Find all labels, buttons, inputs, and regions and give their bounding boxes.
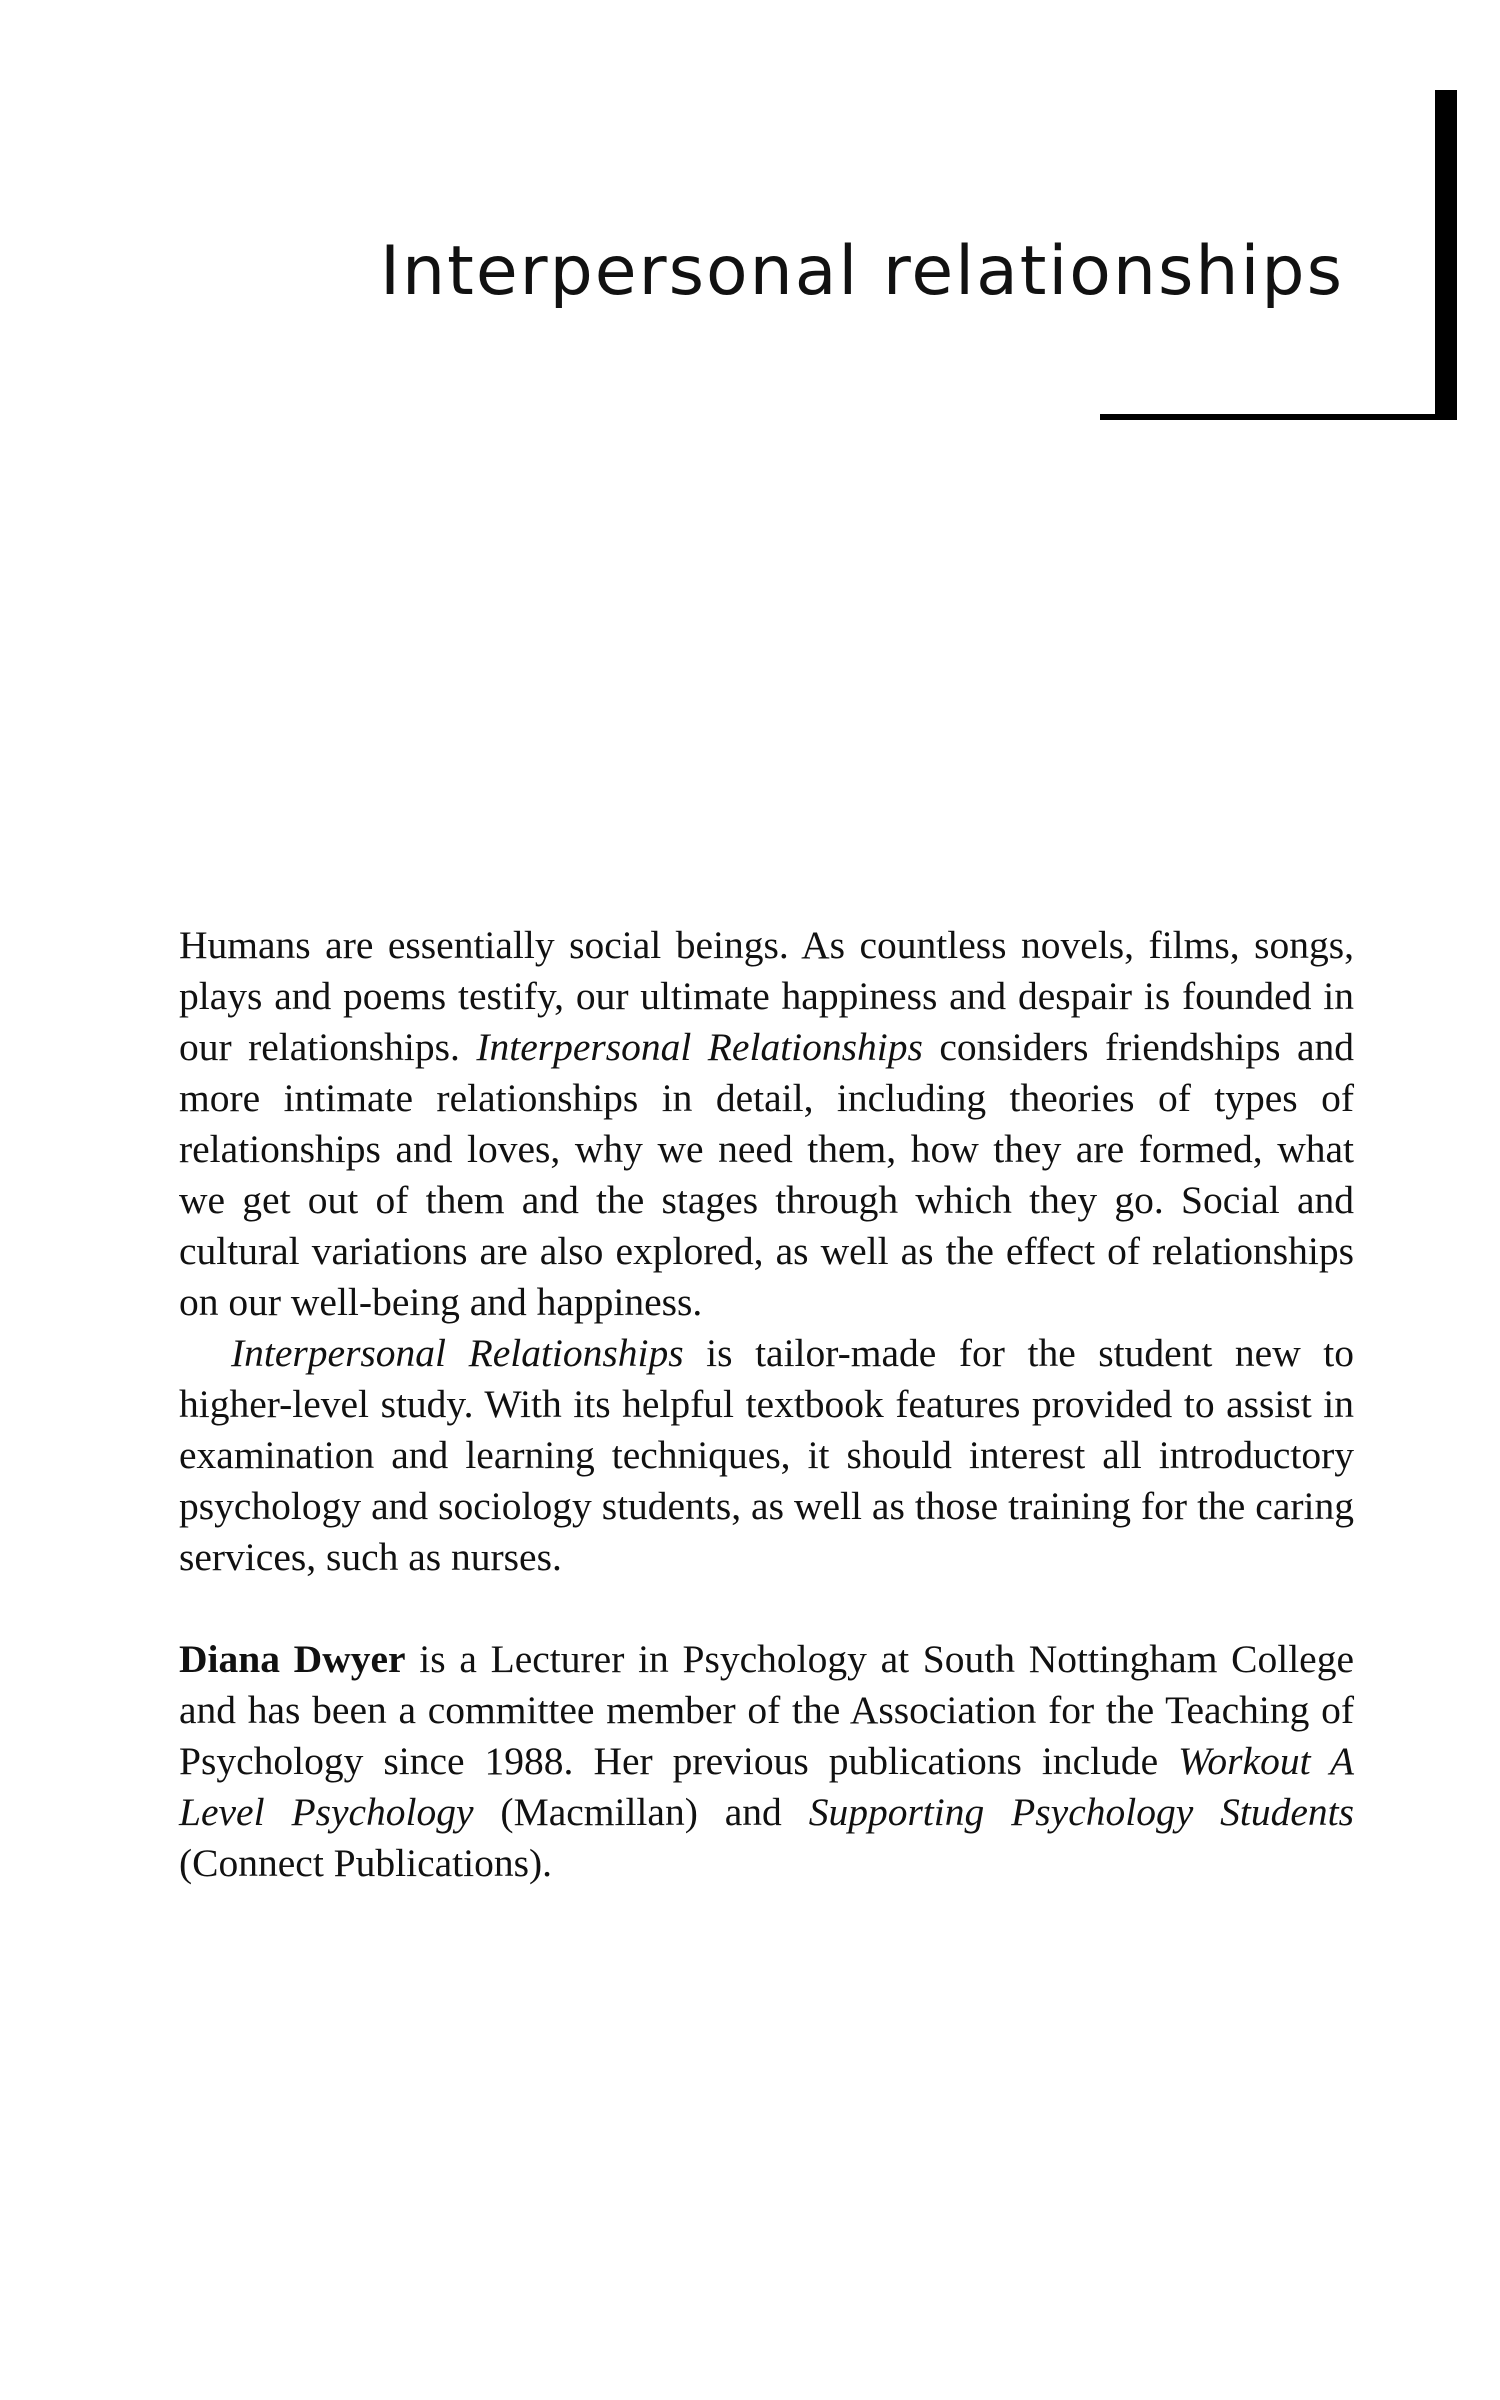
author-bio [179,1634,1354,1889]
p2-book-title: Interpersonal Relationships [231,1331,684,1375]
book-description [179,920,1354,1889]
title-rule [1100,414,1457,420]
bio-book-2: Supporting Psychology Students [808,1790,1354,1834]
p2-text-b: is tailor-made for the student new to higher-level study. With its helpful textbook features provided to assist in examination and learning techniques, it should interest all introductory psychology and sociology students, as well as those training for the caring services, such as nurses. [179,1331,1354,1579]
description-paragraph-2 [179,1328,1354,1583]
chapter-tab-bar [1435,90,1457,420]
bio-book-1: Workout A Level Psychology [179,1739,1354,1834]
p1-book-title: Interpersonal Relationships [476,1025,923,1069]
bio-text-a: is a Lecturer in Psychology at South Nottingham College and has been a committee member of the Association for the Teaching of Psychology since 1988. Her previous publications include [179,1637,1354,1783]
bio-text-b: (Macmillan) and [473,1790,809,1834]
page-title: Interpersonal relationships [380,232,1344,311]
description-paragraph-1 [179,920,1354,1328]
bio-text-c: (Connect Publications). [179,1841,552,1885]
author-name: Diana Dwyer [179,1637,406,1681]
p1-text-a: Humans are essentially social beings. As countless novels, films, songs, plays and poems testify, our ultimate happiness and despair is founded in our relationships. [179,923,1354,1069]
p1-text-b: considers friendships and more intimate relationships in detail, including theories of types of relationships and loves, why we need them, how they are formed, what we get out of them and the stages through which they go. Social and cultural variations are also explored, as well as the effect of relationships on our well-being and happiness. [179,1025,1354,1324]
